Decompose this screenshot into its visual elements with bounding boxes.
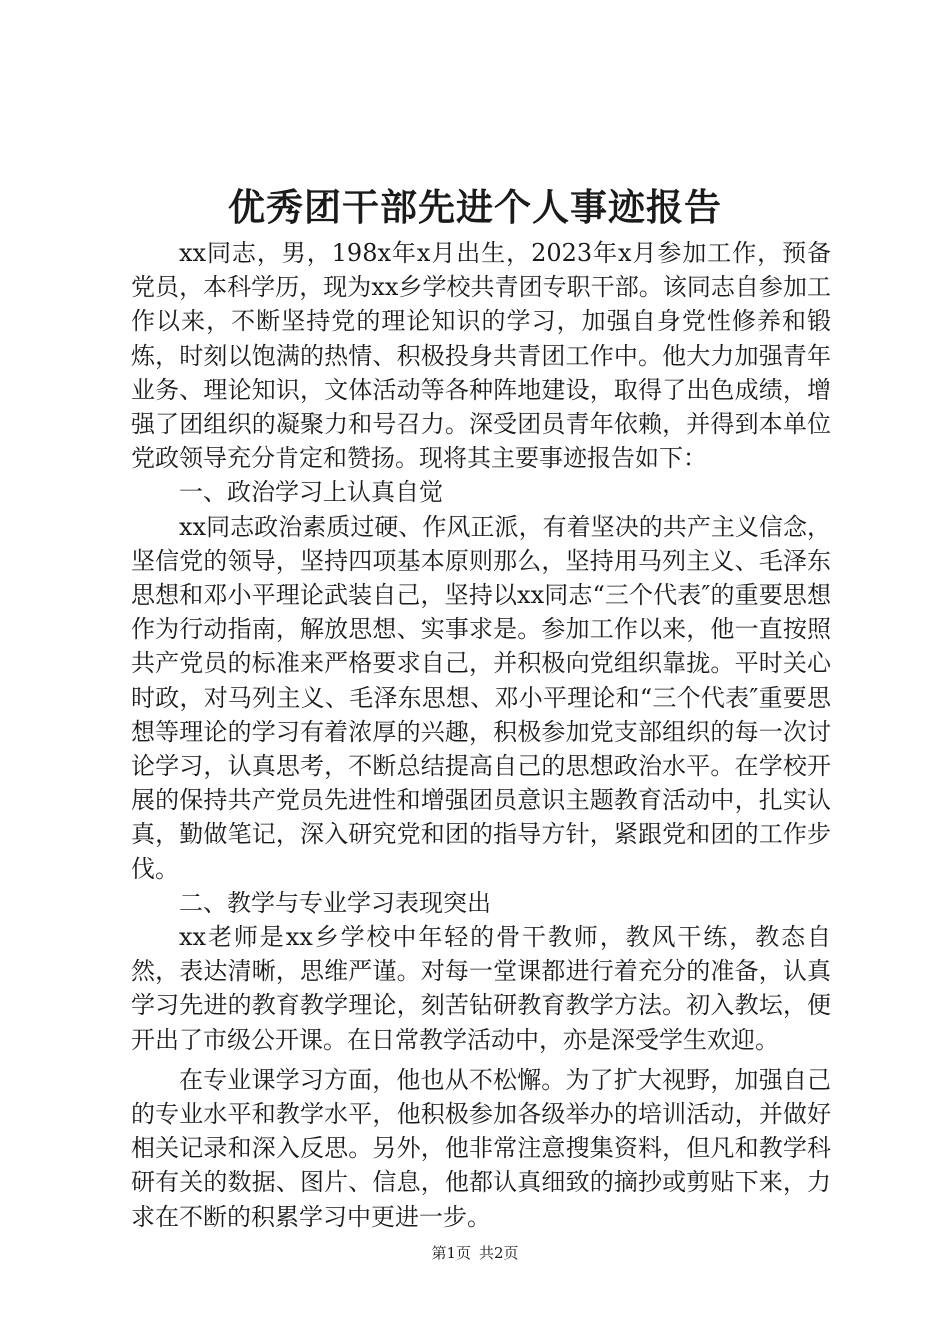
- page-number: 第1页: [431, 1244, 471, 1262]
- section-2-paragraph-1: xx老师是xx乡学校中年轻的骨干教师，教风干练，教态自然，表达清晰，思维严谨。对每一堂课都进行着充分的准备，认真学习先进的教育教学理论，刻苦钻研教育教学方法。初入教坛，便开出了市级公开课。在日常教学活动中，亦是深受学生欢迎。: [131, 923, 831, 1054]
- document-body: [131, 236, 831, 1234]
- document-title: 优秀团干部先进个人事迹报告: [228, 185, 722, 229]
- section-2-paragraph-2: 在专业课学习方面，他也从不松懈。为了扩大视野，加强自己的专业水平和教学水平，他积极参加各级举办的培训活动，并做好相关记录和深入反思。另外，他非常注意搜集资料，但凡和教学科研有关的数据、图片、信息，他都认真细致的摘抄或剪贴下来，力求在不断的积累学习中更进一步。: [131, 1065, 831, 1231]
- page-footer: [0, 1243, 950, 1263]
- section-1-heading: 一、政治学习上认真自觉: [179, 478, 443, 507]
- intro-paragraph: xx同志，男，198x年x月出生，2023年x月参加工作，预备党员，本科学历，现为xx乡学校共青团专职干部。该同志自参加工作以来，不断坚持党的理论知识的学习，加强自身党性修养和锻炼，时刻以饱满的热情、积极投身共青团工作中。他大力加强青年业务、理论知识，文体活动等各种阵地建设，取得了出色成绩，增强了团组织的凝聚力和号召力。深受团员青年依赖，并得到本单位党政领导充分肯定和赞扬。现将其主要事迹报告如下：: [131, 239, 831, 473]
- section-2-heading: 二、教学与专业学习表现突出: [179, 888, 491, 917]
- page-total: 共2页: [479, 1244, 519, 1262]
- section-1-paragraph: xx同志政治素质过硬、作风正派，有着坚决的共产主义信念，坚信党的领导，坚持四项基本原则那么，坚持用马列主义、毛泽东思想和邓小平理论武装自己，坚持以xx同志“三个代表″的重要思想作为行动指南，解放思想、实事求是。参加工作以来，他一直按照共产党员的标准来严格要求自己，并积极向党组织靠拢。平时关心时政，对马列主义、毛泽东思想、邓小平理论和“三个代表″重要思想等理论的学习有着浓厚的兴趣，积极参加党支部组织的每一次讨论学习，认真思考，不断总结提高自己的思想政治水平。在学校开展的保持共产党员先进性和增强团员意识主题教育活动中，扎实认真，勤做笔记，深入研究党和团的指导方针，紧跟党和团的工作步伐。: [131, 512, 831, 883]
